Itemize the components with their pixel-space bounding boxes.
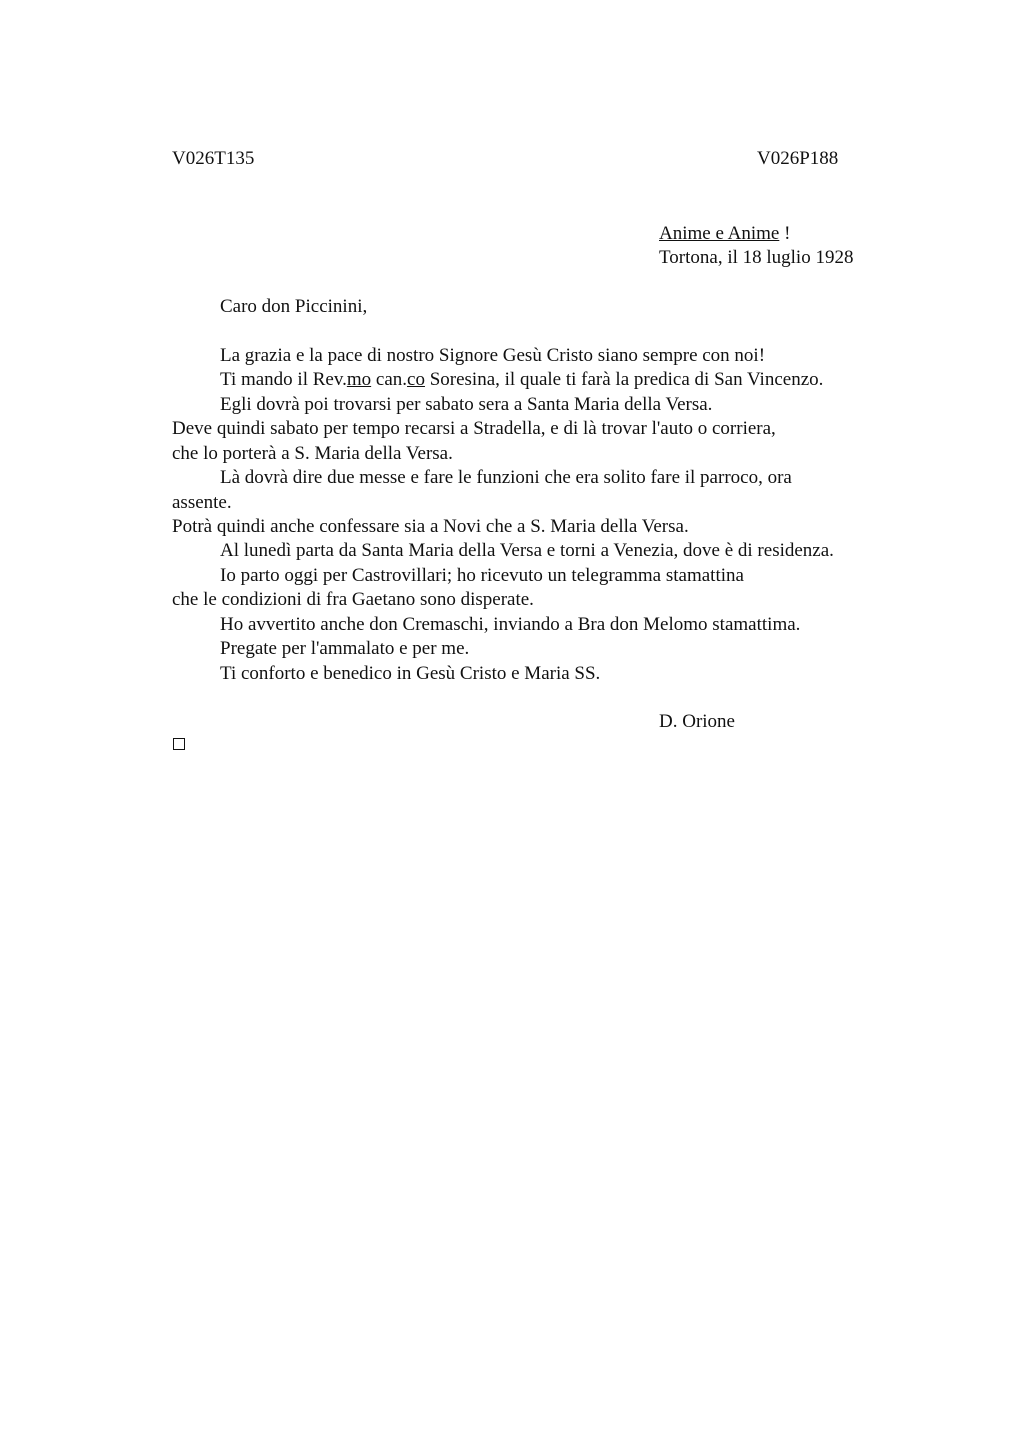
body-line: Al lunedì parta da Santa Maria della Versa e torni a Venezia, dove è di residenza.	[220, 540, 834, 561]
body-line: che lo porterà a S. Maria della Versa.	[172, 443, 453, 464]
letter-title-underlined: Anime e Anime	[659, 223, 780, 244]
letter-title	[659, 224, 790, 243]
abbreviation-superscript: mo	[346, 369, 372, 390]
body-line: Ti conforto e benedico in Gesù Cristo e Maria SS.	[220, 663, 601, 684]
place-date: Tortona, il 18 luglio 1928	[659, 247, 854, 268]
body-line: Deve quindi sabato per tempo recarsi a Stradella, e di là trovar l'auto o corriera,	[172, 418, 776, 439]
body-line: Egli dovrà poi trovarsi per sabato sera a Santa Maria della Versa.	[220, 394, 713, 415]
empty-square-icon	[173, 738, 185, 750]
left-reference-code: V026T135	[172, 148, 255, 169]
body-line: Potrà quindi anche confessare sia a Novi che a S. Maria della Versa.	[172, 516, 689, 537]
body-line: La grazia e la pace di nostro Signore Gesù Cristo siano sempre con noi!	[220, 345, 766, 366]
right-reference-code: V026P188	[757, 148, 839, 169]
abbreviation-superscript: co	[407, 369, 425, 390]
body-line: Là dovrà dire due messe e fare le funzioni che era solito fare il parroco, ora	[220, 467, 792, 488]
body-line: che le condizioni di fra Gaetano sono disperate.	[172, 589, 534, 610]
body-line: Ti mando il Rev.mo can.co Soresina, il quale ti farà la predica di San Vincenzo.	[220, 369, 824, 390]
body-line: Ho avvertito anche don Cremaschi, inviando a Bra don Melomo stamattima.	[220, 614, 801, 635]
body-line: Pregate per l'ammalato e per me.	[220, 638, 470, 659]
signature: D. Orione	[659, 711, 735, 732]
letter-title-suffix: !	[779, 223, 791, 244]
body-line: Io parto oggi per Castrovillari; ho ricevuto un telegramma stamattina	[220, 565, 744, 586]
body-line: assente.	[172, 492, 232, 513]
salutation: Caro don Piccinini,	[220, 296, 368, 317]
